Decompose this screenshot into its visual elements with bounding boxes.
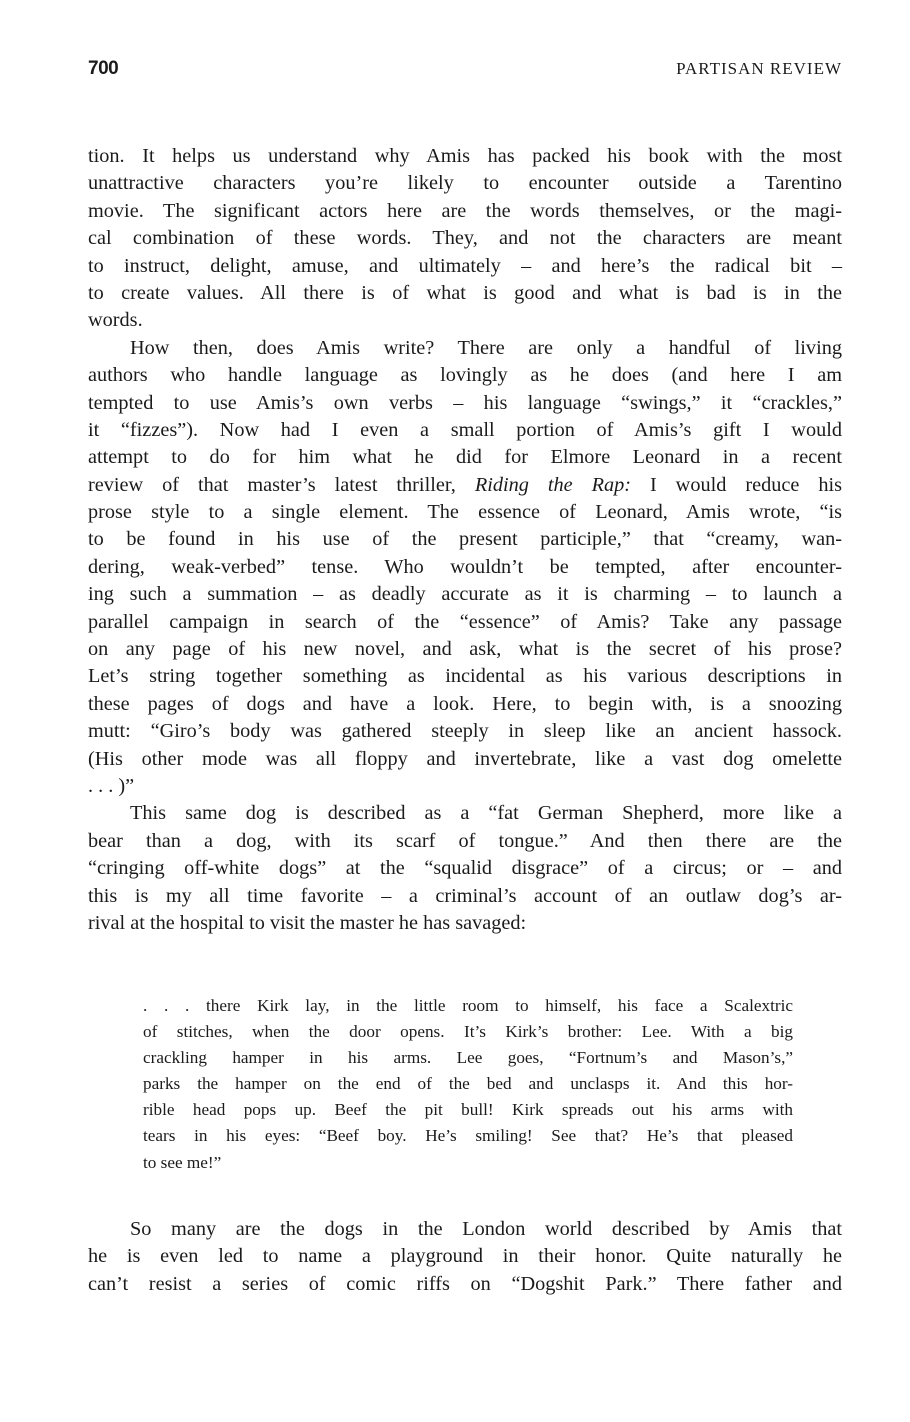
text-fragment: I would reduce his [631,473,843,496]
text-line: authors who handle language as lovingly as he does (and here I am [88,364,842,387]
book-title: Riding the Rap: [474,473,632,496]
text-line: to be found in his use of the present participle,” that “creamy, wan- [88,528,842,551]
text-line: “cringing off-white dogs” at the “squalid disgrace” of a circus; or – and [88,857,842,880]
text-line: movie. The significant actors here are the words themselves, or the magi- [88,199,842,222]
text-line: . . . )” [88,774,135,797]
text-fragment: review of that master’s latest thriller, [88,473,475,496]
text-line: ing such a summation – as deadly accurate as it is charming – to launch a [88,583,842,606]
paragraph-dogshit-park [88,1216,842,1298]
text-line: parallel campaign in search of the “essence” of Amis? Take any passage [88,610,842,633]
text-line: attempt to do for him what he did for Elmore Leonard in a recent [88,446,842,469]
article-body-continued [88,1216,842,1298]
text-line: rival at the hospital to visit the master he has savaged: [88,911,527,934]
quote-line: tears in his eyes: “Beef boy. He’s smiling! See that? He’s that pleased [143,1126,793,1146]
quote-line: crackling hamper in his arms. Lee goes, “Fortnum’s and Mason’s,” [143,1048,793,1068]
text-line: it “fizzes”). Now had I even a small portion of Amis’s gift I would [88,418,842,441]
text-line: unattractive characters you’re likely to encounter outside a Tarentino [88,172,842,195]
text-line: How then, does Amis write? There are only a handful of living [130,336,842,359]
quote-line: . . . there Kirk lay, in the little room to himself, his face a Scalextric [143,996,793,1015]
text-line: cal combination of these words. They, and not the characters are meant [88,227,842,250]
text-line: So many are the dogs in the London world described by Amis that [130,1218,842,1240]
quote-line: of stitches, when the door opens. It’s Kirk’s brother: Lee. With a big [143,1022,793,1042]
text-line: to create values. All there is of what is good and what is bad is in the [88,281,842,304]
text-line: bear than a dog, with its scarf of tongue.” And then there are the [88,829,842,852]
text-line: This same dog is described as a “fat German Shepherd, more like a [130,802,842,825]
text-line: this is my all time favorite – a criminal’s account of an outlaw dog’s ar- [88,884,842,907]
text-line: on any page of his new novel, and ask, what is the secret of his prose? [88,638,842,661]
text-line: he is even led to name a playground in their honor. Quite naturally he [88,1245,842,1268]
page-header [88,58,842,82]
text-line: can’t resist a series of comic riffs on “Dogshit Park.” There father and [88,1272,842,1295]
quote-line: to see me!” [143,1152,222,1172]
text-line: words. [88,309,143,332]
paragraph-how-amis-writes [88,335,842,801]
block-quote [143,993,793,1176]
text-line: prose style to a single element. The essence of Leonard, Amis wrote, “is [88,501,842,524]
text-line: (His other mode was all floppy and invertebrate, like a vast dog omelette [88,747,842,770]
quote-line: rible head pops up. Beef the pit bull! Kirk spreads out his arms with [143,1100,793,1120]
running-head: PARTISAN REVIEW [676,59,842,78]
page-number: 700 [88,58,119,79]
paragraph-continued [88,143,842,335]
paragraph-same-dog [88,800,842,937]
text-line: these pages of dogs and have a look. Here, to begin with, is a snoozing [88,692,842,715]
text-line: Let’s string together something as incidental as his various descriptions in [88,665,842,688]
text-line: dering, weak-verbed” tense. Who wouldn’t be tempted, after encounter- [88,555,842,578]
text-line: mutt: “Giro’s body was gathered steeply in sleep like an ancient hassock. [88,720,842,743]
quote-line: parks the hamper on the end of the bed and unclasps it. And this hor- [143,1074,793,1094]
article-body [88,143,842,937]
text-line: tempted to use Amis’s own verbs – his language “swings,” it “crackles,” [88,391,842,414]
text-line: tion. It helps us understand why Amis has packed his book with the most [88,145,842,167]
text-line: to instruct, delight, amuse, and ultimately – and here’s the radical bit – [88,254,842,277]
text-line-with-title [88,472,842,499]
